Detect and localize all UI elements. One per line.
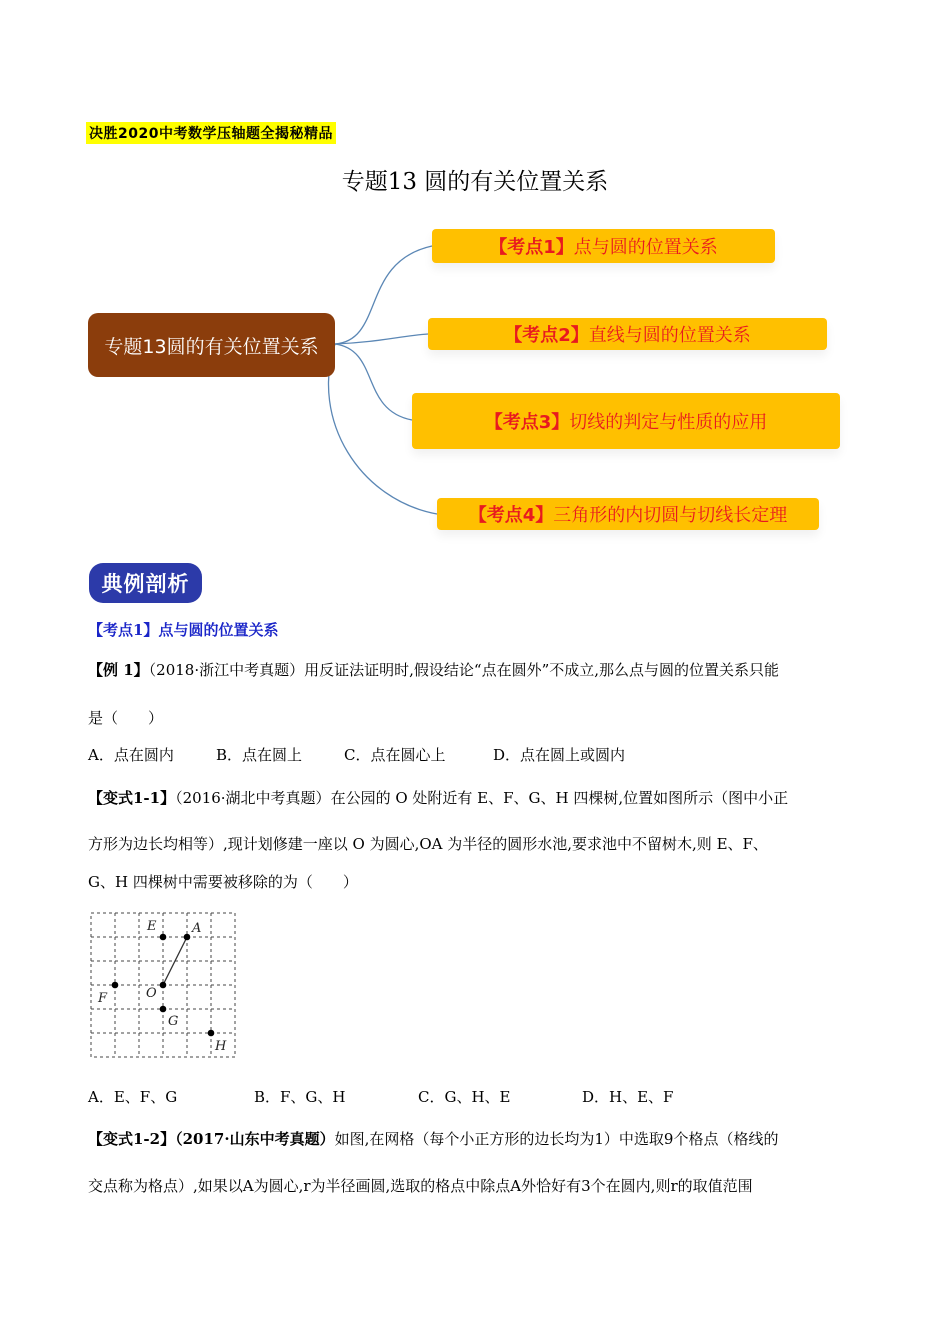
option-d: D．点在圆上或圆内 (493, 746, 626, 764)
point-a (184, 934, 191, 941)
label-f: F (98, 991, 108, 1006)
node-text: 三角形的内切圆与切线长定理 (553, 505, 788, 526)
example-source: （2018·浙江中考真题） (148, 661, 305, 679)
point-e (160, 934, 167, 941)
connector-3 (335, 344, 412, 420)
variant-1-2-line-2: 交点称为格点）,如果以A为圆心,r为半径画圆,选取的格点中除点A外恰好有3个在圆内,则r的取值范围 (88, 1177, 753, 1195)
option-b: B．点在圆上 (216, 746, 303, 764)
mindmap-center-node: 专题13圆的有关位置关系 (88, 313, 335, 377)
mindmap-node-1 (432, 229, 775, 263)
option-b: B．F、G、H (254, 1088, 346, 1106)
mindmap-node-2 (428, 318, 827, 350)
label-e: E (147, 919, 157, 934)
node-tag: 【考点3】 (484, 412, 570, 433)
variant-1-1-line-1 (88, 788, 788, 808)
point-h (208, 1030, 215, 1037)
variant-source: （2016·湖北中考真题） (175, 789, 331, 807)
option-a: A．点在圆内 (88, 746, 174, 764)
variant-text: 如图,在网格（每个小正方形的边长均为1）中选取9个格点（格线的 (334, 1130, 779, 1148)
node-tag: 【考点4】 (468, 505, 554, 526)
mindmap-node-3 (412, 393, 840, 449)
grid-figure (88, 910, 238, 1060)
section-badge: 典例剖析 (89, 563, 202, 603)
label-a: A (192, 921, 202, 936)
label-o: O (146, 986, 157, 1001)
variant-source: （2017·山东中考真题） (175, 1130, 335, 1148)
connector-2 (335, 334, 428, 344)
variant-1-1-line-2: 方形为边长均相等）,现计划修建一座以 O 为圆心,OA 为半径的圆形水池,要求池中不留树木,则 E、F、 (88, 835, 768, 853)
point-g (160, 1006, 167, 1013)
example-text: 用反证法证明时,假设结论“点在圆外”不成立,那么点与圆的位置关系只能 (304, 661, 780, 679)
mindmap-node-4 (437, 498, 819, 530)
option-c: C．G、H、E (418, 1088, 511, 1106)
page-title: 专题13 圆的有关位置关系 (341, 169, 609, 195)
variant-tag: 【变式1-2】 (88, 1130, 176, 1148)
mindmap-connectors (0, 0, 950, 560)
example-1-line-1 (88, 660, 779, 680)
node-text: 切线的判定与性质的应用 (569, 412, 768, 433)
node-text: 直线与圆的位置关系 (588, 325, 751, 346)
example-1-line-2: 是（ ） (88, 709, 164, 727)
label-h: H (215, 1039, 227, 1054)
node-tag: 【考点2】 (504, 325, 589, 346)
node-text: 点与圆的位置关系 (573, 237, 718, 258)
variant-1-2-line-1 (88, 1129, 778, 1149)
label-g: G (168, 1014, 179, 1029)
connector-1 (335, 246, 432, 344)
banner: 决胜2020中考数学压轴题全揭秘精品 (86, 122, 336, 144)
point-f (112, 982, 119, 989)
example-tag: 【例 1】 (88, 661, 149, 679)
variant-text: 在公园的 O 处附近有 E、F、G、H 四棵树,位置如图所示（图中小正 (330, 789, 789, 807)
variant-tag: 【变式1-1】 (88, 789, 176, 807)
node-tag: 【考点1】 (489, 237, 574, 258)
variant-1-1-line-3: G、H 四棵树中需要被移除的为（ ） (88, 873, 358, 891)
option-d: D．H、E、F (582, 1088, 674, 1106)
option-c: C．点在圆心上 (344, 746, 446, 764)
example-1-options (88, 745, 888, 765)
kaodian-1-heading: 【考点1】点与圆的位置关系 (88, 621, 279, 639)
point-o (160, 982, 167, 989)
option-a: A．E、F、G (88, 1088, 178, 1106)
variant-1-1-options (88, 1087, 888, 1107)
